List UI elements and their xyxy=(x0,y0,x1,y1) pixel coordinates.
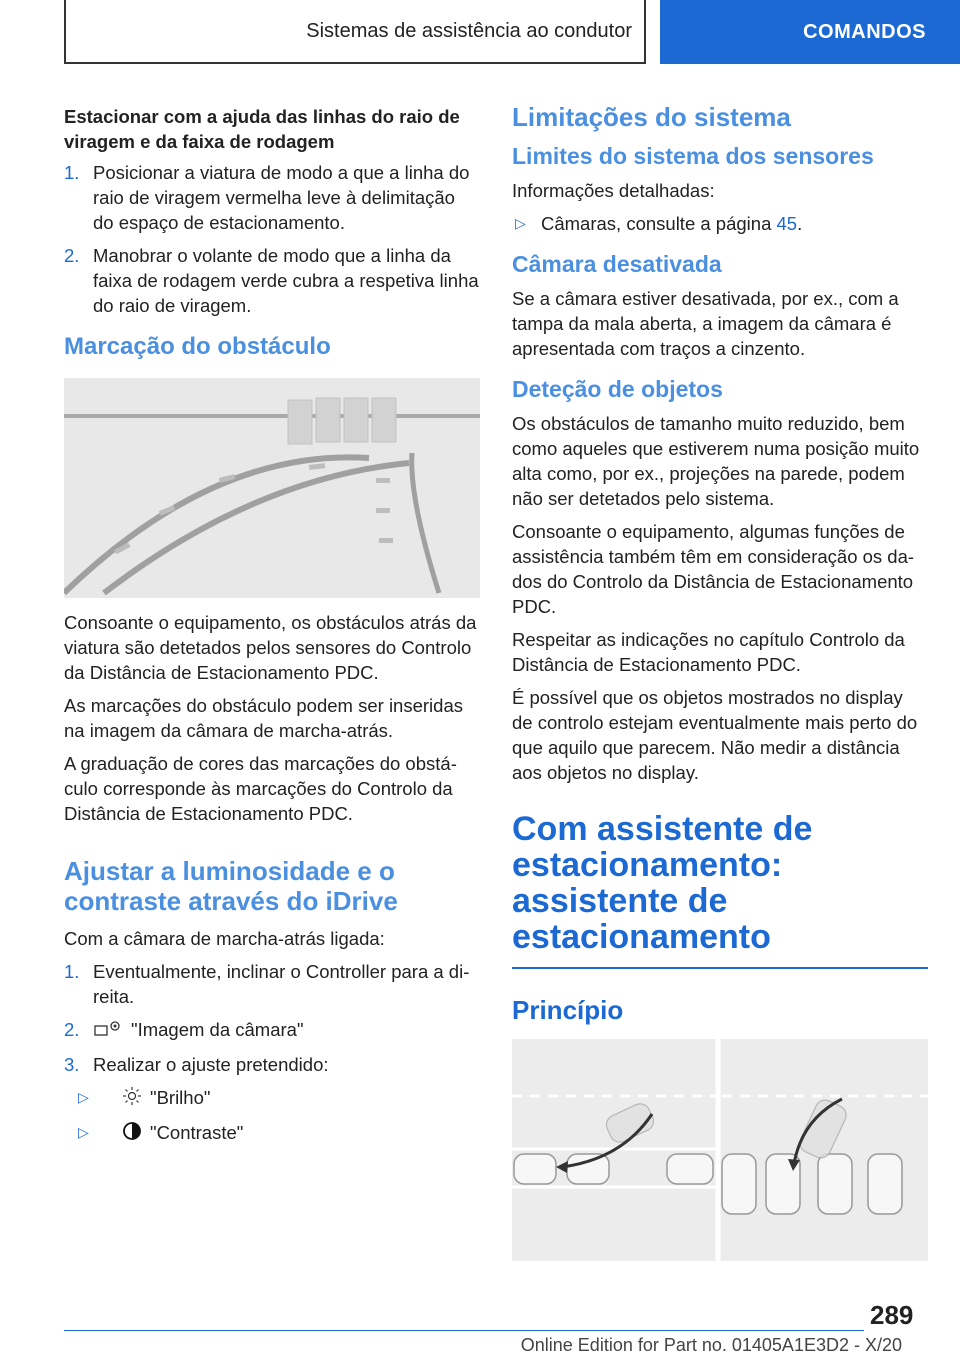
page-number: 289 xyxy=(870,1300,914,1330)
sensor-item-end: . xyxy=(797,213,803,234)
obstacle-paragraph-1: Consoante o equipamento, os obstáculos atrás da viatura são detetados pelos sensores do Controlo da Distância de Estacionamento PDC. xyxy=(64,612,477,683)
option-text: "Contraste" xyxy=(150,1122,244,1144)
step-text: Realizar o ajuste pretendido: xyxy=(93,1054,329,1076)
left-column xyxy=(64,100,480,1155)
footer-divider xyxy=(64,1330,864,1331)
heading-principle: Princípio xyxy=(512,995,624,1025)
list-item xyxy=(64,1120,480,1147)
parking-principle-figure xyxy=(512,1039,928,1261)
step-text: Manobrar o volante de modo que a linha da faixa de rodagem verde cubra a respetiva linha do raio de viragem. xyxy=(93,245,479,316)
contrast-icon xyxy=(122,1121,142,1147)
list-item xyxy=(64,1052,480,1077)
step-number: 3. xyxy=(64,1054,80,1076)
sensor-item-text: Câmaras, consulte a página xyxy=(541,213,772,234)
list-item xyxy=(64,1017,480,1044)
obstacle-paragraph-2: As marcações do obstáculo podem ser inseridas na imagem da câmara de marcha-atrás. xyxy=(64,695,463,741)
option-text: "Brilho" xyxy=(150,1087,211,1109)
brightness-icon xyxy=(122,1086,142,1112)
detection-paragraph-4: É possível que os objetos mostrados no display de controlo estejam eventualmente mais perto do que aquilo que parecem. Não medir a distância aos objetos no display. xyxy=(512,687,918,783)
list-item xyxy=(64,160,480,235)
heading-brightness-contrast: Ajustar a luminosidade e o contraste através do iDrive xyxy=(64,856,398,916)
heading-guides: Estacionar com a ajuda das linhas do raio de viragem e da faixa de rodagem xyxy=(64,106,460,152)
section-divider xyxy=(512,967,928,969)
heading-parking-assistant: Com assistente de estacionamento: assistente de estacionamento xyxy=(512,810,813,956)
detection-paragraph-3: Respeitar as indicações no capítulo Controlo da Distância de Estacionamento PDC. xyxy=(512,629,905,675)
heading-sensor-limits: Limites do sistema dos sensores xyxy=(512,143,874,169)
parking-illustration xyxy=(512,1039,928,1261)
tab-comandos[interactable] xyxy=(660,0,960,64)
step-text: "Imagem da câmara" xyxy=(131,1019,304,1040)
step-number: 2. xyxy=(64,245,80,266)
step-number: 1. xyxy=(64,961,80,982)
triangle-bullet-icon: ▷ xyxy=(78,1089,89,1106)
rear-camera-figure xyxy=(64,378,480,598)
section-title: Sistemas de assistência ao condutor xyxy=(306,19,632,42)
camera-off-paragraph: Se a câmara estiver desativada, por ex., com a tampa da mala aberta, a imagem da câmara é apresentada com traços a cinzento. xyxy=(512,288,899,359)
brightness-steps xyxy=(64,959,480,1077)
list-item xyxy=(64,243,480,318)
sensor-intro: Informações detalhadas: xyxy=(512,180,715,201)
camera-settings-icon xyxy=(93,1018,123,1044)
header-section-title xyxy=(64,0,646,64)
footer-edition: Online Edition for Part no. 01405A1E3D2 - X/20 xyxy=(520,1335,902,1355)
step-text: Posicionar a viatura de modo a que a linha do raio de viragem vermelha leve à delimitação do espaço de estacionamento. xyxy=(93,162,470,233)
step-number: 2. xyxy=(64,1019,80,1040)
triangle-bullet-icon: ▷ xyxy=(78,1124,89,1141)
right-column xyxy=(512,100,928,1261)
list-item xyxy=(64,959,480,1009)
sensor-info-list xyxy=(512,211,928,236)
step-number: 1. xyxy=(64,162,80,183)
step-text: Eventualmente, inclinar o Controller para a direita. xyxy=(93,961,470,1007)
page-link[interactable]: 45 xyxy=(776,213,798,234)
detection-paragraph-2: Consoante o equipamento, algumas funções de assistência também têm em consideração os dados do Controlo da Distância de Estacionamento PDC. xyxy=(512,521,915,617)
detection-paragraph-1: Os obstáculos de tamanho muito reduzido, bem como aqueles que estiverem numa posição muito alta como, por ex., projeções na parede, podem não ser detetados pelo sistema. xyxy=(512,413,920,509)
heading-object-detection: Deteção de objetos xyxy=(512,376,723,402)
heading-obstacle-marking: Marcação do obstáculo xyxy=(64,333,331,360)
list-item xyxy=(64,1085,480,1112)
triangle-bullet-icon: ▷ xyxy=(515,215,526,231)
list-item xyxy=(512,211,928,236)
heading-system-limits: Limitações do sistema xyxy=(512,102,791,132)
brightness-intro: Com a câmara de marcha-atrás ligada: xyxy=(64,928,385,949)
rear-camera-illustration xyxy=(64,378,480,598)
guide-steps xyxy=(64,160,480,318)
adjust-options xyxy=(64,1085,480,1147)
obstacle-paragraph-3: A graduação de cores das marcações do obstáculo corresponde às marcações do Controlo da Distância de Estacionamento PDC. xyxy=(64,753,457,824)
heading-camera-disabled: Câmara desativada xyxy=(512,251,722,277)
tab-label: COMANDOS xyxy=(803,20,926,43)
